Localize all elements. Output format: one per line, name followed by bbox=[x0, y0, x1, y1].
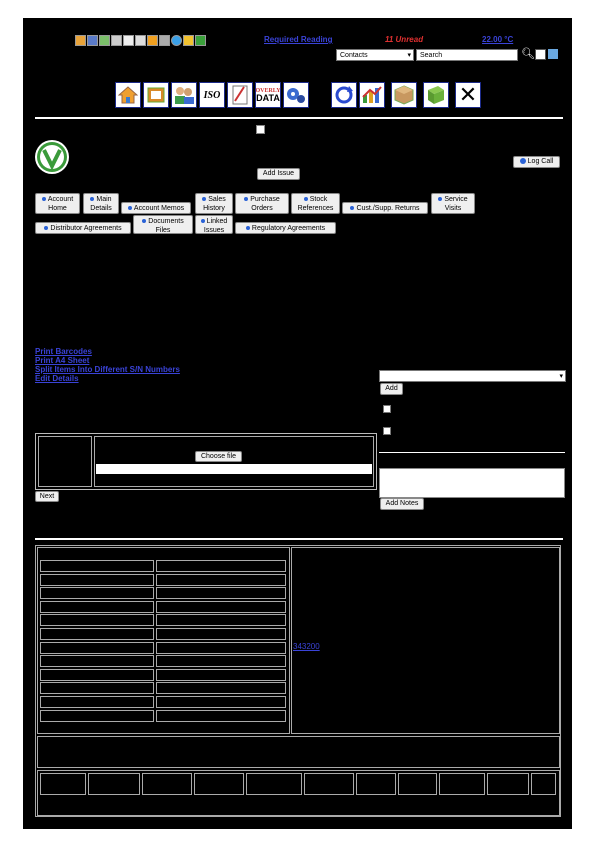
app-window bbox=[23, 18, 572, 829]
tab-label-line1: Main bbox=[96, 196, 112, 203]
detail-value-cell bbox=[156, 587, 286, 599]
tab-label-line1: Account bbox=[47, 196, 74, 203]
upload-table bbox=[35, 433, 377, 490]
box-icon[interactable] bbox=[391, 82, 417, 108]
edit-icon[interactable] bbox=[256, 125, 265, 134]
next-button[interactable] bbox=[35, 491, 59, 502]
refresh-large-icon[interactable] bbox=[331, 82, 357, 108]
expand-icon[interactable] bbox=[535, 49, 546, 60]
tab-icon bbox=[128, 206, 132, 210]
tab-icon bbox=[44, 226, 48, 230]
required-reading-link[interactable]: Required Reading bbox=[264, 35, 333, 44]
tab-label-line2: References bbox=[297, 205, 334, 212]
chevron-down-icon: ▾ bbox=[407, 52, 411, 59]
tab-icon bbox=[90, 197, 94, 201]
tab-7[interactable] bbox=[431, 193, 475, 214]
detail-label-cell bbox=[40, 682, 154, 694]
tab-label-line1: Linked bbox=[206, 218, 228, 225]
upload-cell-left bbox=[38, 436, 92, 487]
phone-icon bbox=[520, 158, 526, 164]
divider bbox=[379, 452, 565, 453]
tab-label-line2: Visits bbox=[444, 205, 462, 212]
checkbox-2[interactable] bbox=[383, 427, 391, 435]
items-header-cell bbox=[304, 773, 354, 795]
tab-label-line2: Files bbox=[155, 227, 171, 234]
choose-file-button[interactable] bbox=[195, 451, 242, 462]
notes-icon[interactable] bbox=[75, 35, 86, 46]
tab-icon bbox=[304, 197, 308, 201]
search-placeholder: Search bbox=[420, 52, 443, 59]
items-header-cell bbox=[439, 773, 485, 795]
phone-icon[interactable] bbox=[159, 35, 170, 46]
tab-label-line1: Distributor Agreements bbox=[50, 225, 122, 232]
tab-3[interactable] bbox=[195, 193, 233, 214]
grid-icon[interactable] bbox=[111, 35, 122, 46]
temperature-link[interactable]: 22.00 °C bbox=[482, 35, 514, 44]
file-input[interactable] bbox=[96, 464, 372, 474]
divider bbox=[35, 117, 563, 119]
gears-icon[interactable] bbox=[283, 82, 309, 108]
detail-label-cell bbox=[40, 587, 154, 599]
detail-value-cell bbox=[156, 574, 286, 586]
detail-value-cell bbox=[156, 710, 286, 722]
tab2-1[interactable] bbox=[133, 215, 193, 234]
tab-label-line2: Orders bbox=[251, 205, 273, 212]
network-icon[interactable] bbox=[548, 49, 558, 59]
search-icon[interactable]: 🔍︎ bbox=[521, 48, 535, 60]
details-summary-row bbox=[37, 736, 560, 768]
detail-value-cell bbox=[156, 614, 286, 626]
upload-cell-right bbox=[94, 436, 374, 487]
home-icon[interactable] bbox=[115, 82, 141, 108]
tab-label-line1: Documents bbox=[148, 218, 184, 225]
tab-icon bbox=[246, 226, 250, 230]
tab-icon bbox=[350, 206, 354, 210]
checkbox-1[interactable] bbox=[383, 405, 391, 413]
tab-label-line1: Sales bbox=[208, 196, 226, 203]
tab-icon bbox=[201, 219, 205, 223]
mail-icon[interactable] bbox=[87, 35, 98, 46]
refresh-icon[interactable] bbox=[195, 35, 206, 46]
detail-value-cell bbox=[156, 642, 286, 654]
items-header-cell bbox=[88, 773, 140, 795]
next-label: Next bbox=[39, 493, 55, 500]
items-header-cell bbox=[356, 773, 396, 795]
add-issue-label: Add Issue bbox=[262, 170, 295, 177]
tab-icon bbox=[42, 197, 46, 201]
clock-icon[interactable] bbox=[183, 35, 194, 46]
tab-2[interactable] bbox=[121, 202, 191, 214]
detail-label-cell bbox=[40, 655, 154, 667]
detail-value-cell bbox=[156, 628, 286, 640]
overdata-icon[interactable] bbox=[255, 82, 281, 108]
tab-label-line1: Regulatory Agreements bbox=[251, 225, 326, 232]
iso-icon-label: ISO bbox=[203, 89, 221, 101]
detail-label-cell bbox=[40, 696, 154, 708]
detail-label-cell bbox=[40, 601, 154, 613]
detail-label-cell bbox=[40, 574, 154, 586]
log-call-button[interactable] bbox=[513, 156, 560, 168]
tab2-0[interactable] bbox=[35, 222, 131, 234]
tab-4[interactable] bbox=[235, 193, 289, 214]
tab-icon bbox=[438, 197, 442, 201]
tab-icon bbox=[142, 219, 146, 223]
quick-icons-bar bbox=[75, 35, 207, 46]
details-grid bbox=[37, 547, 290, 734]
lock-icon[interactable] bbox=[147, 35, 158, 46]
detail-label-cell bbox=[40, 710, 154, 722]
unread-count[interactable]: 11 Unread bbox=[385, 35, 424, 44]
print-icon[interactable] bbox=[135, 35, 146, 46]
tab-6[interactable] bbox=[342, 202, 428, 214]
detail-value-cell bbox=[156, 655, 286, 667]
add-notes-button[interactable] bbox=[380, 498, 424, 510]
items-header-cell bbox=[531, 773, 556, 795]
search-input[interactable] bbox=[416, 49, 518, 61]
tab-5[interactable] bbox=[291, 193, 340, 214]
detail-label-cell bbox=[40, 642, 154, 654]
tab-0[interactable] bbox=[35, 193, 80, 214]
details-right-panel bbox=[291, 547, 560, 734]
tab-label-line2: Home bbox=[48, 205, 67, 212]
print-barcodes-link[interactable]: Print Barcodes bbox=[35, 347, 92, 356]
tab-label-line1: Cust./Supp. Returns bbox=[356, 205, 420, 212]
split-items-link[interactable]: Split Items Into Different S/N Numbers bbox=[35, 365, 180, 374]
tab-label-line2: History bbox=[203, 205, 225, 212]
tab2-2[interactable] bbox=[195, 215, 233, 234]
tab2-3[interactable] bbox=[235, 222, 336, 234]
search-category-value: Contacts bbox=[340, 52, 368, 59]
print-a4-sheet-link[interactable]: Print A4 Sheet bbox=[35, 356, 90, 365]
choose-file-label: Choose file bbox=[200, 453, 237, 460]
close-icon[interactable]: ✕ bbox=[455, 82, 481, 108]
detail-value-cell bbox=[156, 560, 286, 572]
users-icon[interactable] bbox=[171, 82, 197, 108]
items-header-cell bbox=[246, 773, 302, 795]
add-label: Add bbox=[385, 385, 398, 392]
log-call-label: Log Call bbox=[527, 158, 554, 165]
add-notes-label: Add Notes bbox=[385, 500, 419, 507]
calendar-icon[interactable] bbox=[123, 35, 134, 46]
tab-label-line2: Details bbox=[90, 205, 112, 212]
detail-label-cell bbox=[40, 560, 154, 572]
tab-label-line1: Stock bbox=[309, 196, 328, 203]
tab-label-line2: Issues bbox=[203, 227, 225, 234]
overdata-bottom-label: DATA bbox=[256, 93, 280, 103]
detail-value-cell bbox=[156, 601, 286, 613]
search-category-select[interactable] bbox=[336, 49, 414, 61]
add-button[interactable] bbox=[380, 383, 403, 395]
items-header-cell bbox=[40, 773, 86, 795]
tab-1[interactable] bbox=[83, 193, 119, 214]
book-icon[interactable] bbox=[423, 82, 449, 108]
overdata-top-label: OVERLY bbox=[255, 88, 281, 94]
items-header-cell bbox=[398, 773, 437, 795]
detail-value-cell bbox=[156, 696, 286, 708]
edit-details-link[interactable]: Edit Details bbox=[35, 374, 79, 383]
items-header-cell bbox=[487, 773, 529, 795]
chart-icon[interactable] bbox=[359, 82, 385, 108]
divider bbox=[35, 538, 563, 540]
items-header-cell bbox=[142, 773, 192, 795]
users-icon[interactable] bbox=[99, 35, 110, 46]
iso-icon[interactable] bbox=[199, 82, 225, 108]
detail-value-cell bbox=[156, 682, 286, 694]
files-icon[interactable] bbox=[143, 82, 169, 108]
tab-label-line1: Account Memos bbox=[133, 205, 185, 212]
detail-label-cell bbox=[40, 669, 154, 681]
detail-label-cell bbox=[40, 628, 154, 640]
tab-icon bbox=[202, 197, 206, 201]
action-links bbox=[35, 347, 180, 383]
detail-label-cell bbox=[40, 614, 154, 626]
info-icon[interactable] bbox=[171, 35, 182, 46]
items-table bbox=[37, 770, 560, 816]
tab-label-line1: Service bbox=[444, 196, 468, 203]
notes-type-select[interactable] bbox=[379, 370, 566, 382]
details-panel bbox=[35, 545, 561, 817]
account-number-link[interactable]: 343200 bbox=[293, 642, 320, 651]
add-issue-button[interactable] bbox=[257, 168, 300, 180]
company-logo bbox=[35, 140, 69, 174]
chevron-down-icon: ▾ bbox=[559, 373, 563, 380]
tab-icon bbox=[244, 197, 248, 201]
tab-label-line1: Purchase bbox=[250, 196, 280, 203]
notes-textarea[interactable] bbox=[379, 468, 565, 498]
detail-value-cell bbox=[156, 669, 286, 681]
notepad-icon[interactable] bbox=[227, 82, 253, 108]
items-header-cell bbox=[194, 773, 244, 795]
